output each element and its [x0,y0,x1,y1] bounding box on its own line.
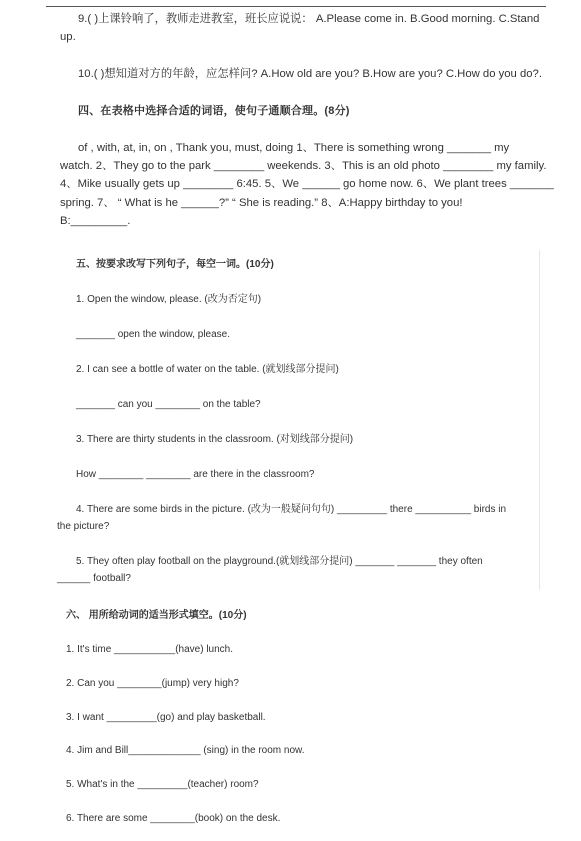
section-4-line: 4、Mike usually gets up ________ 6:45. 5、We ______ go home now. 6、We plant trees _______ [60,178,554,190]
section-5-item: the picture? [57,521,110,532]
section-4-line: spring. 7、 “ What is he ______?” “ She is reading.” 8、A:Happy birthday to you! [60,197,463,209]
section-6-item: 3. I want _________(go) and play basketball. [66,712,266,723]
section-4-line: B:_________. [60,215,131,227]
section-6-item: 5. What's in the _________(teacher) room? [66,779,259,790]
section-6-item: 6. There are some ________(book) on the desk. [66,813,281,824]
section-4-line: of , with, at, in, on , Thank you, must, doing 1、There is something wrong _______ my [78,142,510,154]
section-5-item: How ________ ________ are there in the classroom? [76,469,315,480]
top-rule [46,6,546,7]
section-6-item: 2. Can you ________(jump) very high? [66,678,239,689]
question-9-line-1: 9.( )上课铃响了，教师走进教室，班长应说说： A.Please come in. B.Good morning. C.Stand [78,13,540,25]
question-10: 10.( )想知道对方的年龄，应怎样问? A.How old are you? B.How are you? C.How do you do?. [78,68,542,80]
section-5-item: _______ open the window, please. [76,329,231,340]
section-6-item: 4. Jim and Bill_____________ (sing) in the room now. [66,745,305,756]
section-4-heading: 四、在表格中选择合适的词语，使句子通顺合理。(8分) [78,105,350,117]
section-5-item: 4. There are some birds in the picture. (改为一般疑问句句) _________ there __________ birds in [76,504,507,515]
section-5-item: 3. There are thirty students in the classroom. (对划线部分提问) [76,434,354,445]
section-5-item: 1. Open the window, please. (改为否定句) [76,294,262,305]
section-5-heading: 五、按要求改写下列句子，每空一词。(10分) [76,259,274,270]
section-5-item: _______ can you ________ on the table? [76,399,261,410]
section-5-item: ______ football? [57,573,131,584]
section-5-item: 2. I can see a bottle of water on the table. (就划线部分提问) [76,364,339,375]
section-4-line: watch. 2、They go to the park ________ weekends. 3、This is an old photo ________ my family. [60,160,547,172]
section-6-item: 1. It's time ___________(have) lunch. [66,644,234,655]
section-5-item: 5. They often play football on the playground.(就划线部分提问) _______ _______ they often [76,556,483,567]
section-6-heading: 六、 用所给动词的适当形式填空。(10分) [66,610,247,621]
right-border-line [539,250,540,590]
question-9-line-2: up. [60,31,76,43]
